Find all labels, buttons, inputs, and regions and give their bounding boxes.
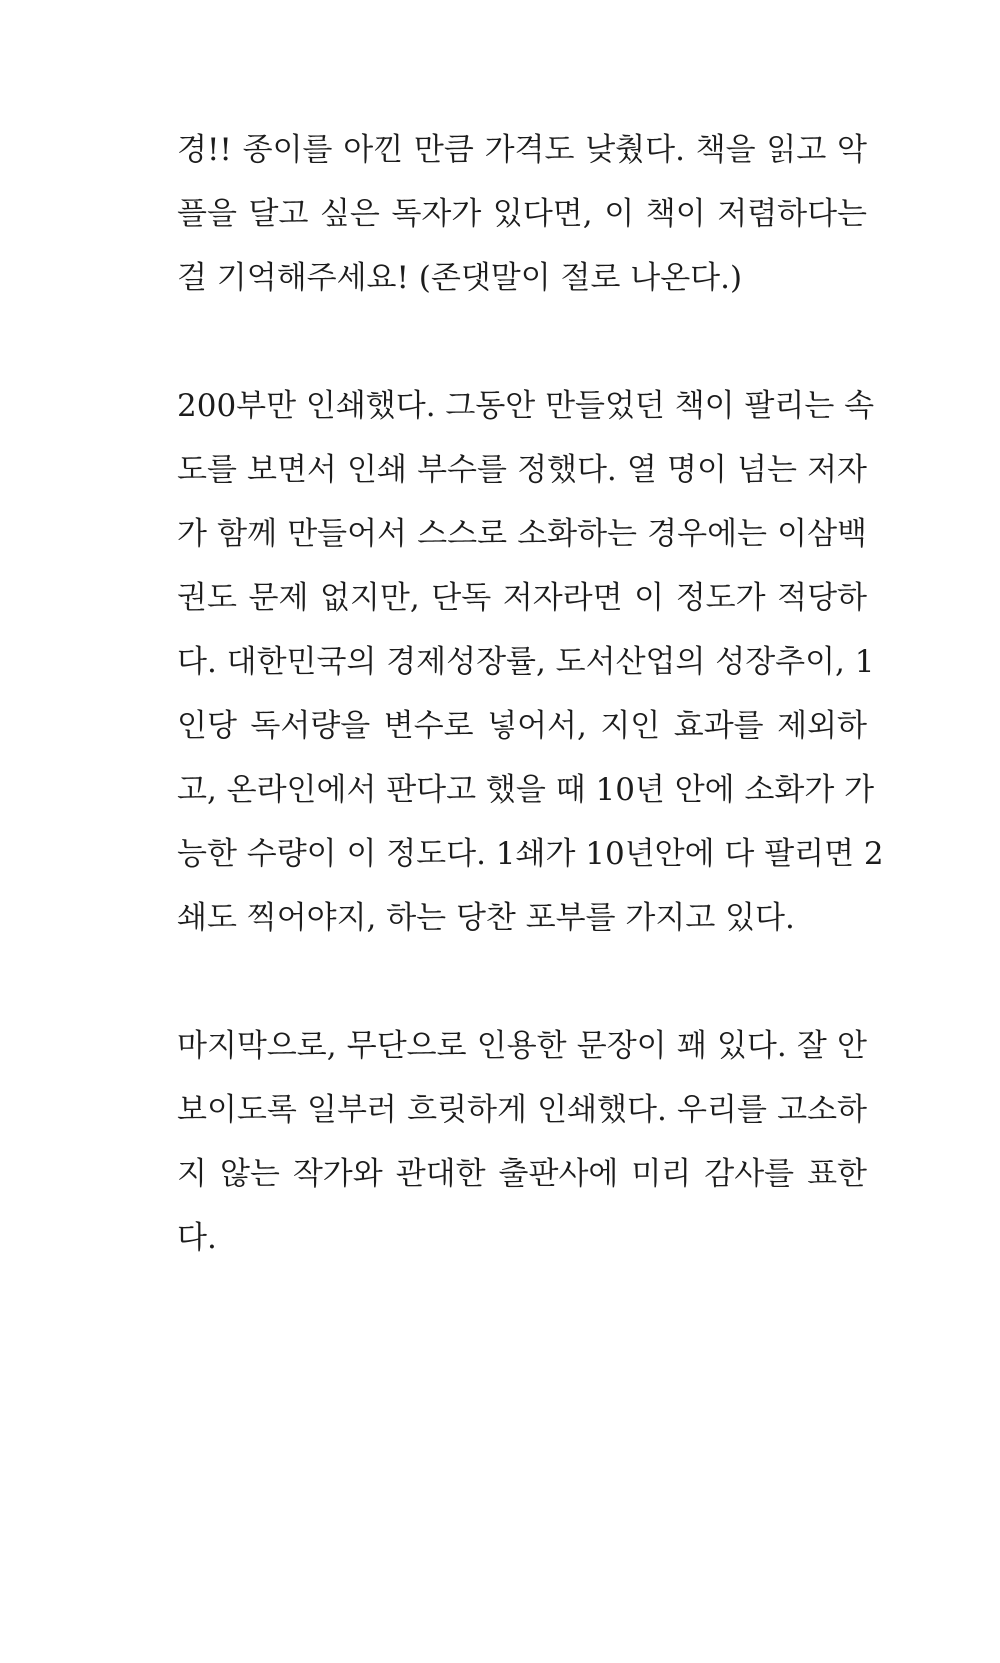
text-line: 다. 대한민국의 경제성장률, 도서산업의 성장추이, 1 (177, 644, 875, 680)
text-line: 200부만 인쇄했다. 그동안 만들었던 책이 팔리는 속 (177, 388, 875, 424)
text-line: 경!! 종이를 아낀 만큼 가격도 낮췄다. 책을 읽고 악 (177, 132, 867, 168)
paragraph-quotations (177, 1014, 867, 1270)
text-line: 걸 기억해주세요! (존댓말이 절로 나온다.) (177, 260, 743, 296)
paragraph-price (177, 118, 867, 310)
text-line: 권도 문제 없지만, 단독 저자라면 이 정도가 적당하 (177, 580, 867, 616)
text-line: 도를 보면서 인쇄 부수를 정했다. 열 명이 넘는 저자 (177, 452, 867, 488)
text-line: 다. (177, 1220, 217, 1256)
text-line: 가 함께 만들어서 스스로 소화하는 경우에는 이삼백 (177, 516, 867, 552)
text-line: 쇄도 찍어야지, 하는 당찬 포부를 가지고 있다. (177, 900, 795, 936)
text-line: 플을 달고 싶은 독자가 있다면, 이 책이 저렴하다는 (177, 196, 867, 232)
body-text (177, 118, 884, 1334)
paragraph-print-run (177, 374, 884, 950)
text-line: 지 않는 작가와 관대한 출판사에 미리 감사를 표한 (177, 1156, 867, 1192)
text-line: 마지막으로, 무단으로 인용한 문장이 꽤 있다. 잘 안 (177, 1028, 867, 1064)
text-line: 보이도록 일부러 흐릿하게 인쇄했다. 우리를 고소하 (177, 1092, 867, 1128)
text-line: 능한 수량이 이 정도다. 1쇄가 10년안에 다 팔리면 2 (177, 836, 884, 872)
text-line: 인당 독서량을 변수로 넣어서, 지인 효과를 제외하 (177, 708, 867, 744)
text-line: 고, 온라인에서 판다고 했을 때 10년 안에 소화가 가 (177, 772, 875, 808)
